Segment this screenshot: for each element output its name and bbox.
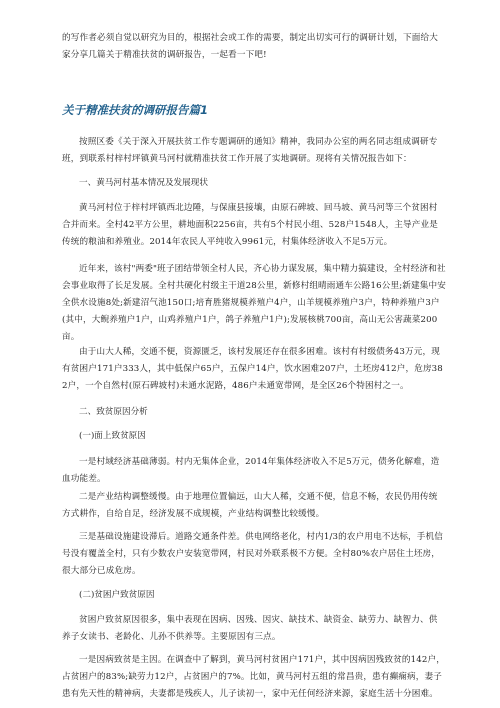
section-heading-poverty-causes: 二、致贫原因分析 bbox=[79, 407, 148, 417]
article-title: 关于精准扶贫的调研报告篇1 bbox=[62, 103, 209, 117]
paragraph-illness-main-cause: 一是因病致贫是主因。在调查中了解到，黄马河村贫困户171户，其中因病因残致贫的142户，占贫困户的83%;缺劳力12户，占贫困户的7%。比如，黄马河村五组的常昌贵，患有癫痫病，妻子患有先天性的精神病，夫妻都是残疾人，儿子读初一，家中无任何经济来源，家庭生活十分困难。 bbox=[62, 655, 445, 699]
paragraph-infrastructure: 三是基础设施建设滞后。道路交通条件差。供电网络老化，村内1/3的农户用电不达标，手机信号没有覆盖全村，只有少数农户安装宽带网，村民对外联系极不方便。全村80%农户居住土坯房，很大部分已成危房。 bbox=[62, 532, 444, 576]
paragraph-slow-industry: 二是产业结构调整缓慢。由于地理位置偏远，山大人稀，交通不便，信息不畅，农民仍用传统方式耕作，自给自足，经济发展不成规模，产业结构调整比较缓慢。 bbox=[62, 492, 438, 519]
opening-paragraph: 按照区委《关于深入开展扶贫工作专题调研的通知》精神，我同办公室的两名同志组成调研专班，到联系村梓村坪镇黄马河村就精准扶贫工作开展了实地调研。现将有关情况报告如下： bbox=[62, 137, 438, 164]
paragraph-development: 近年来，该村"两委"班子团结带领全村人民，齐心协力谋发展，集中精力搞建设，全村经济和社会事业取得了长足发展。全村共硬化村级主干道28公里，新修村组晴雨通车公路16公里;新建集中安全供水设施8处;新建沼气池150口;培育胜猪规模养殖户4户，山羊规模养殖户3户，特种养殖户3户(其中，大鲵养殖户1户，山鸡养殖户1户，鸽子养殖户1户);发展核桃700亩，高山无公害蔬菜200亩。 bbox=[62, 264, 447, 342]
intro-paragraph: 的写作者必须自觉以研究为目的，根据社会或工作的需要，制定出切实可行的调研计划，下面给大家分享几篇关于精准扶贫的调研报告，一起看一下吧! bbox=[62, 33, 438, 60]
subsection-heading-household-causes: (二)贫困户致贫原因 bbox=[79, 590, 155, 600]
subsection-heading-general-causes: (一)面上致贫原因 bbox=[79, 431, 146, 441]
paragraph-village-overview: 黄马河村位于梓村坪镇西北边陲，与保康县接壤，由原石碑坡、回马坡、黄马河等三个贫困村合并而来。全村42平方公里，耕地面积2256亩，共有5个村民小组、528户1548人，主导产业是传统的粮油和养殖业。2014年农民人平纯收入9961元，村集体经济收入不足5万元。 bbox=[62, 203, 438, 247]
paragraph-household-causes: 贫困户致贫原因很多，集中表现在因病、因残、因灾、缺技术、缺资金、缺劳力、缺智力、供养子女读书、老龄化、儿孙不供养等。主要原因有三点。 bbox=[62, 615, 438, 642]
paragraph-weak-economy: 一是村域经济基础薄弱。村内无集体企业，2014年集体经济收入不足5万元，债务化解难，造血功能差。 bbox=[62, 457, 440, 484]
section-heading-basic-situation: 一、黄马河村基本情况及发展现状 bbox=[79, 178, 208, 188]
paragraph-difficulties: 由于山大人稀，交通不便，资源匮乏，该村发展还存在很多困难。该村有村级债务43万元，现有贫困户171户333人，其中低保户65户，五保户14户，饮水困难207户，土坯房412户，危房382户，一个自然村(原石碑坡村)未通水泥路，486户未通宽带网，是全区26个特困村之一。 bbox=[62, 347, 443, 391]
